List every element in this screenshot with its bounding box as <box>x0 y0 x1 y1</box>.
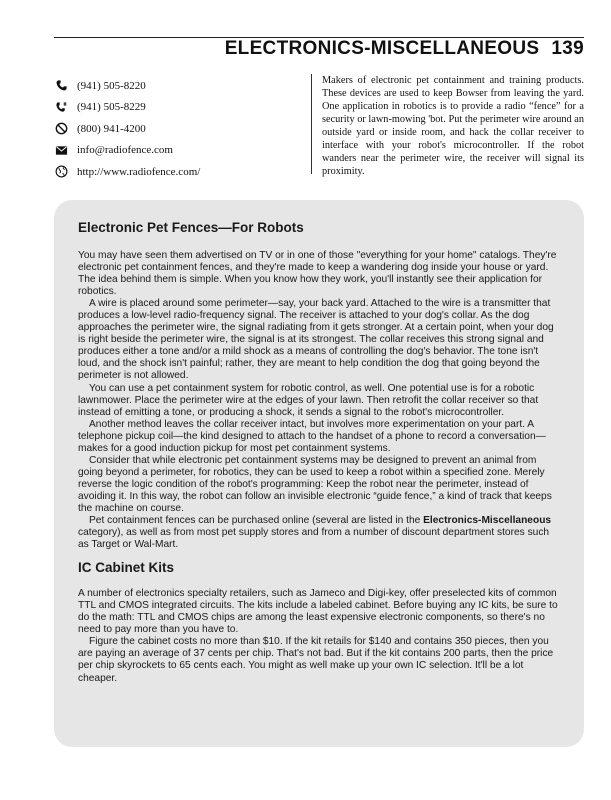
page-number: 139 <box>551 38 584 59</box>
sidebar-paragraph-purchase <box>78 515 560 551</box>
category-name: Electronics-Miscellaneous <box>423 515 552 527</box>
email-link[interactable]: info@radiofence.com <box>77 144 173 157</box>
contact-toll-free <box>54 118 304 140</box>
toll-free-number[interactable]: (800) 941-4200 <box>77 122 146 135</box>
sidebar-paragraph: Consider that while electronic pet containment systems may be designed to prevent an animal from going beyond a perimeter, for robotics, they can be used to keep a robot within a specified zone. Merely reverse the logic condition of the robot's programming: Keep the robot near the perimeter, instead of avoiding it. In this way, the robot can follow an invisible electronic “guide fence,” a kind of track that keeps the machine on course. <box>78 454 552 514</box>
contact-fax <box>54 97 304 119</box>
sidebar-paragraph: A number of electronics specialty retailers, such as Jameco and Digi-key, offer preselected kits of common TTL and CMOS integrated circuits. The kits include a labeled cabinet. Before buying any IC kits, be sure to do the math: TTL and CMOS chips are among the least expensive electronic components, so there's no need to pay more than you have to. <box>78 588 558 636</box>
column-divider <box>311 74 312 174</box>
sidebar-paragraph: Another method leaves the collar receiver intact, but involves more experimentation on your part. A telephone pickup coil—the kind designed to attach to the handset of a phone to record a conversation—makes for a good induction pickup for most pet containment systems. <box>78 418 546 454</box>
contact-web <box>54 161 304 183</box>
purchase-text-end: category), as well as from most pet supply stores and from a number of discount department stores such as Target or Wal-Mart. <box>78 527 550 551</box>
sidebar-heading-pet-fences: Electronic Pet Fences—For Robots <box>78 220 304 235</box>
section-title: ELECTRONICS-MISCELLANEOUS <box>224 38 540 59</box>
contact-list <box>54 75 304 183</box>
sidebar-paragraph: Figure the cabinet costs no more than $10. If the kit retails for $140 and contains 350 pieces, then you are paying an average of 37 cents per chip. That's not bad. But if the kit contains 200 parts, then the price per chip skyrockets to 65 cents each. You might as well make up your own IC selection. It'll be a lot cheaper. <box>78 636 554 684</box>
fax-icon <box>54 100 68 114</box>
contact-phone <box>54 75 304 97</box>
purchase-text-start: Pet containment fences can be purchased online (several are listed in the <box>89 515 424 527</box>
contact-email <box>54 140 304 162</box>
sidebar-paragraph: A wire is placed around some perimeter—say, your back yard. Attached to the wire is a transmitter that produces a low-level radio-frequency signal. The receiver is attached to your dog's collar. As the dog approaches the perimeter wire, the signal radiating from it gets stronger. At a certain point, when your dog is right beside the perimeter wire, the signal is at its strongest. The collar receives this strong signal and produces either a tone and/or a mild shock as a means of controlling the dog's behavior. The tone isn't loud, and the shock isn't painful; rather, they are meant to help condition the dog that going beyond the perimeter is not allowed. <box>78 298 554 382</box>
sidebar-box <box>54 200 584 747</box>
phone-icon <box>54 79 68 93</box>
globe-icon <box>54 165 68 179</box>
sidebar-paragraph: You can use a pet containment system for robotic control, as well. One potential use is for a robotic lawnmower. Place the perimeter wire at the edges of your lawn. Then retrofit the collar receiver so that instead of emitting a tone, or producing a shock, it sends a signal to the robot's microcontroller. <box>78 382 539 418</box>
website-link[interactable]: http://www.radiofence.com/ <box>77 165 201 178</box>
company-description: Makers of electronic pet containment and training products. These devices are used to keep Bowser from leaving the yard. One application in robotics is to provide a radio “fence” for a security or lawn-mowing 'bot. Put the perimeter wire around an outside yard or inside room, and hack the collar receiver to interface with your robot's microcontroller. If the robot wanders near the perimeter wire, the receiver will signal its proximity. <box>322 75 584 177</box>
sidebar-paragraph: You may have seen them advertised on TV or in one of those "everything for your home" catalogs. They're electronic pet containment fences, and they're made to keep a wandering dog inside your house or yard. The idea behind them is simple. When you know how they work, you'll instantly see their application for robotics. <box>78 250 557 298</box>
toll-free-icon <box>54 122 68 136</box>
running-head <box>225 38 584 60</box>
sidebar-heading-ic-kits: IC Cabinet Kits <box>78 560 175 576</box>
email-icon <box>54 143 68 157</box>
phone-number[interactable]: (941) 505-8220 <box>77 79 146 92</box>
fax-number[interactable]: (941) 505-8229 <box>77 101 146 114</box>
